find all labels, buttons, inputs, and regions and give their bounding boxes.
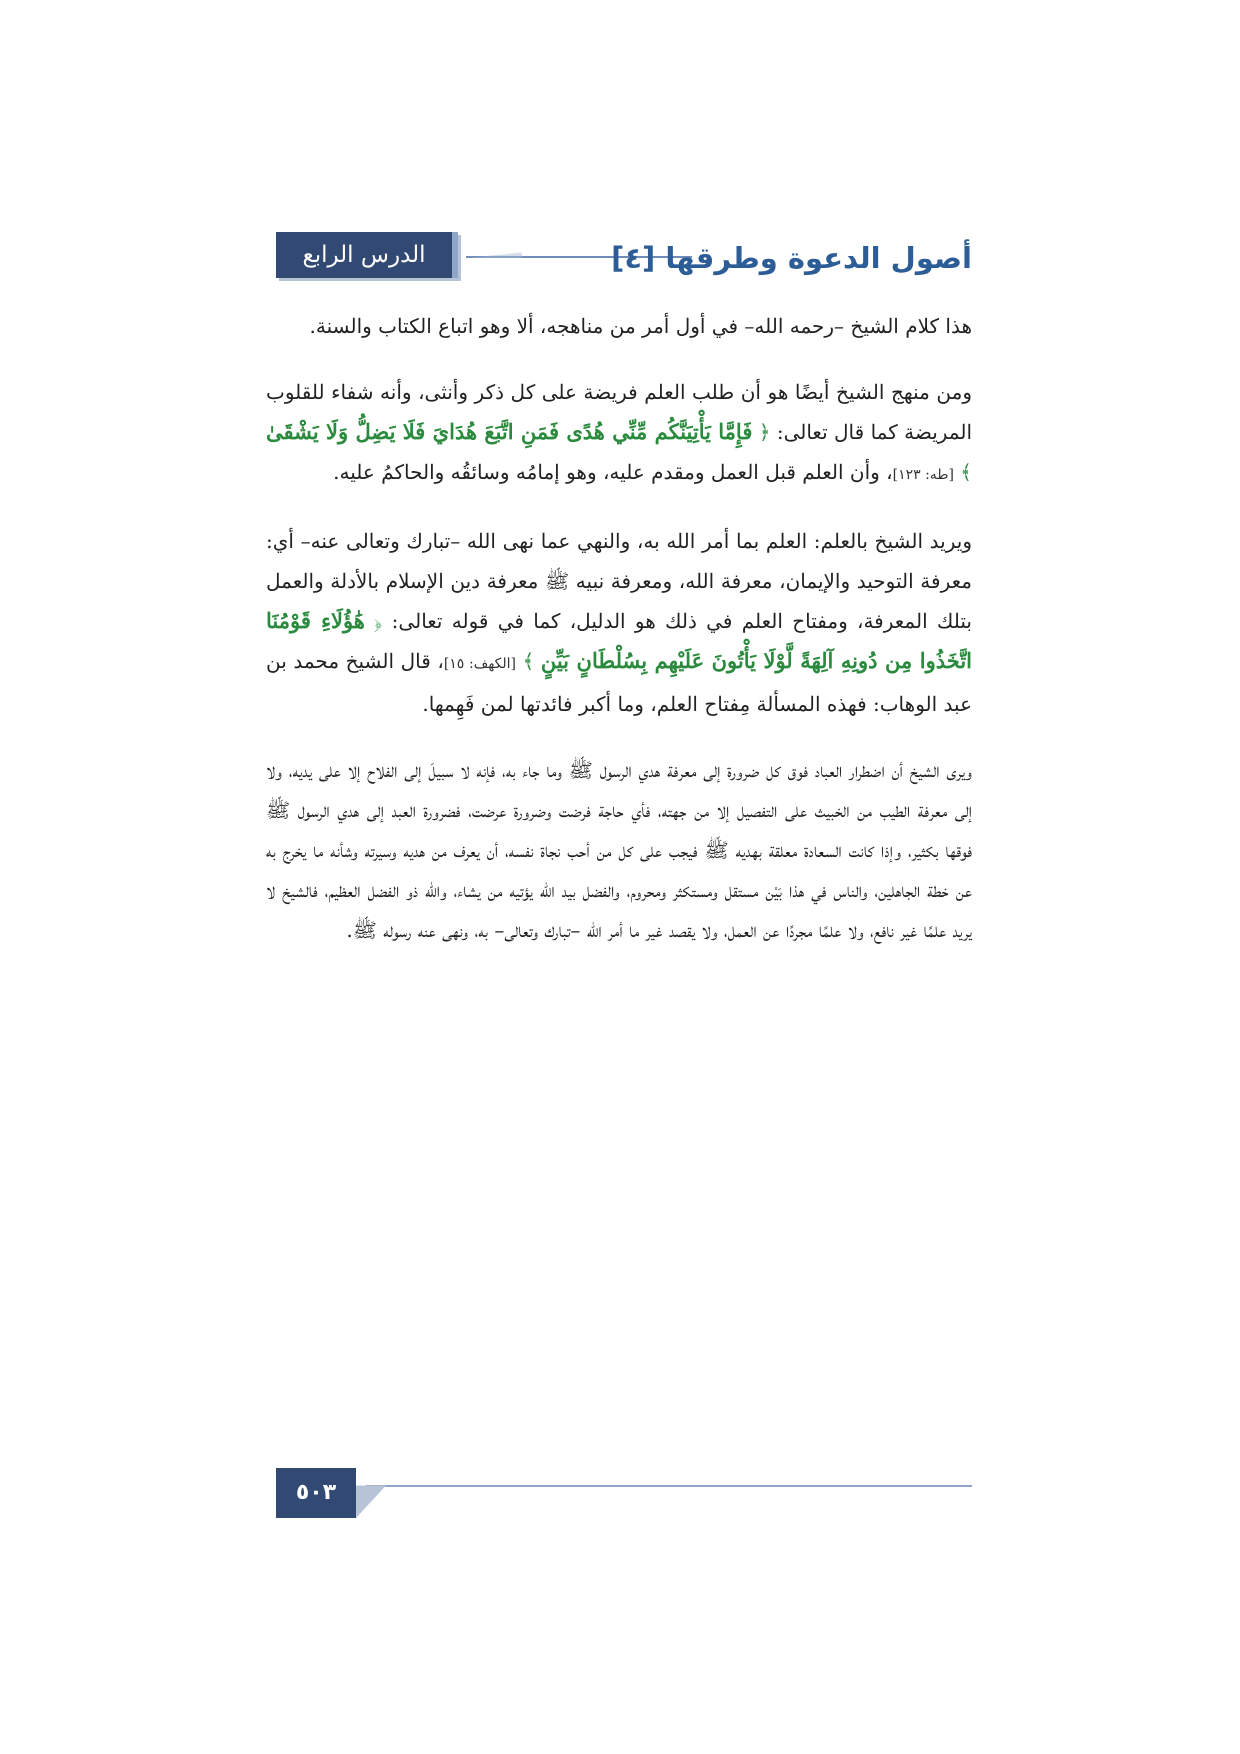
page-footer [276,1468,972,1520]
quran-open-bracket: ﴿ [758,420,771,444]
paragraph-4 [266,750,972,950]
quran-open-bracket: ﴿ [374,609,383,633]
paragraph-1-text: هذا كلام الشيخ –رحمه الله– في أول أمر من مناهجه، ألا وهو اتباع الكتاب والسنة. [309,314,972,338]
quran-close-bracket: ﴾ [960,460,972,484]
book-title: أصول الدعوة وطرقها [٤] [611,241,972,275]
paragraph-4-text: ويرى الشيخ أن اضطرار العباد فوق كل ضرورة إلى معرفة هدي الرسول ﷺ وما جاء به، فإنه لا سبيلَ إلى الفلاح إلا على يديه، ولا إلى معرفة الطيب من الخبيث على التفصيل إلا من جهته، فأي حاجة فرضت وضرورة عرضت، فضرورة العبد إلى هدي الرسول ﷺ فوقها بكثير، وإذا كانت السعادة معلقة بهديه ﷺ فيجب على كل من أحب نجاة نفسه، أن يعرف من هديه وسيرته وشأنه ما يخرج به عن خطة الجاهلين، والناس في هذا بَيْن مستقل ومستكثر ومحروم، والفضل بيد الله يؤتيه من يشاء، والله ذو الفضل العظيم، فالشيخ لا يريد علمًا غير نافع، ولا علمًا مجردًا عن العمل، ولا يقصد غير ما أمر الله –تبارك وتعالى– به، ونهى عنه رسوله ﷺ. [266,758,972,942]
lesson-badge: الدرس الرابع عشر [276,232,458,278]
page-header [276,232,972,314]
paragraph-2 [266,372,972,495]
page-number: ٥٠٣ [276,1468,356,1518]
quran-close-bracket: ﴾ [522,649,535,673]
page-body [266,306,972,976]
paragraph-3-lead: ويريد الشيخ بالعلم: العلم بما أمر الله به، والنهي عما نهى الله –تبارك وتعالى عنه– أي: معرفة التوحيد والإيمان، معرفة الله، ومعرفة نبيه ﷺ معرفة دين الإسلام بالأدلة والعمل بتلك المعرفة، ومفتاح العلم في ذلك هو الدليل، كما في قوله تعالى: [266,529,973,633]
quran-verse-kahf: هَٰؤُلَاءِ قَوْمُنَا اتَّخَذُوا مِن دُونِهِ آلِهَةً لَّوْلَا يَأْتُونَ عَلَيْهِم بِسُلْطَانٍ بَيِّنٍ [266,608,973,673]
footer-divider [366,1485,972,1487]
paragraph-3-tail: ، قال الشيخ محمد بن عبد الوهاب: فهذه المسألة مِفتاح العلم، وما أكبر فائدتها لمن فَهِمها. [266,649,972,716]
paragraph-1 [266,306,972,346]
quran-verse-taha: فَإِمَّا يَأْتِيَنَّكُم مِّنِّي هُدًى فَمَنِ اتَّبَعَ هُدَايَ فَلَا يَضِلُّ وَلَا يَشْقَىٰ [266,419,753,444]
paragraph-2-lead: ومن منهج الشيخ أيضًا هو أن طلب العلم فريضة على كل ذكر وأنثى، وأنه شفاء للقلوب المريضة كما قال تعالى: [266,380,973,444]
verse-reference: [طه: ١٢٣] [892,467,954,483]
paragraph-3 [266,521,972,724]
verse-reference: [الكهف: ١٥] [443,656,516,672]
paragraph-2-tail: ، وأن العلم قبل العمل ومقدم عليه، وهو إمامُه وسائقُه والحاكمُ عليه. [333,460,893,484]
page-badge-shadow [356,1468,386,1518]
